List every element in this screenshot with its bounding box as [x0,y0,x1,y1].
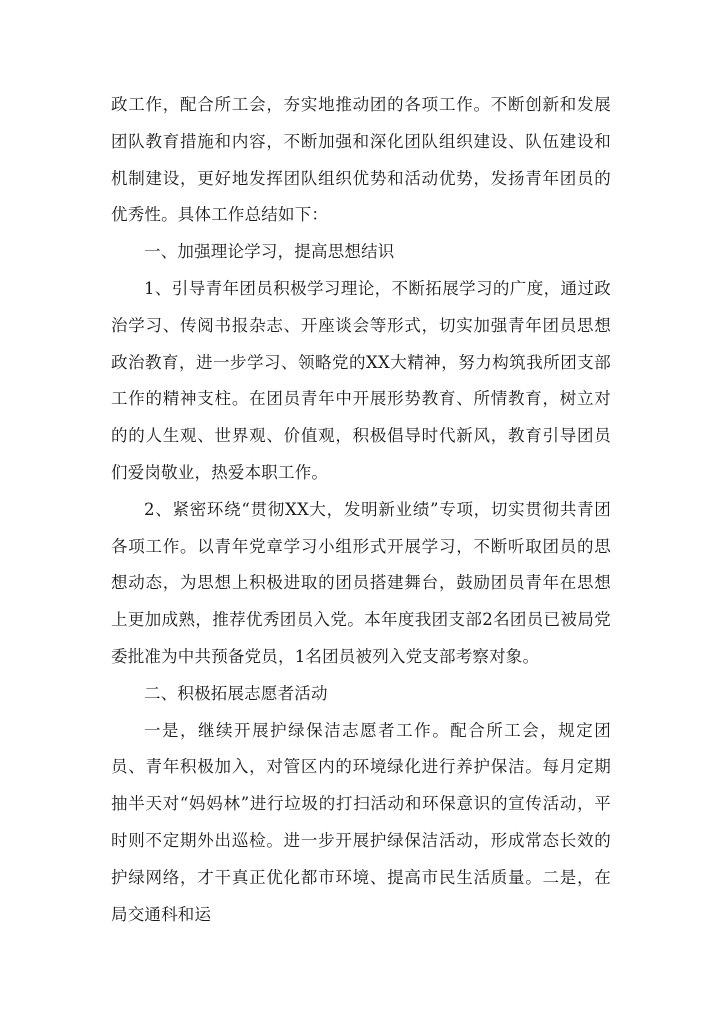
paragraph-item-2: 2、紧密环绕“贯彻XX大，发明新业绩”专项，切实贯彻共青团各项工作。以青年党章学习小组形式开展学习，不断听取团员的思想动态，为思想上积极进取的团员搭建舞台，鼓励团员青年在思想上更加成熟，推荐优秀团员入党。本年度我团支部2名团员已被局党委批准为中共预备党员，1名团员被列入党支部考察对象。 [111,499,611,666]
document-body [111,87,611,933]
section-heading-volunteer: 二、积极拓展志愿者活动 [144,683,328,703]
paragraph-item-1: 1、引导青年团员积极学习理论，不断拓展学习的广度，通过政治学习、传阅书报杂志、开座谈会等形式，切实加强青年团员思想政治教育，进一步学习、领略党的XX大精神，努力构筑我所团支部工作的精神支柱。在团员青年中开展形势教育、所情教育，树立对的的人生观、世界观、价值观，积极倡导时代新风，教育引导团员们爱岗敬业，热爱本职工作。 [111,278,611,482]
paragraph-intro: 政工作，配合所工会，夯实地推动团的各项工作。不断创新和发展团队教育措施和内容，不断加强和深化团队组织建设、队伍建设和机制建设，更好地发挥团队组织优势和活动优势，发扬青年团员的优秀性。具体工作总结如下： [111,95,611,225]
section-heading-theory-study: 一、加强理论学习，提高思想结识 [144,242,395,262]
paragraph-volunteer-work: 一是，继续开展护绿保洁志愿者工作。配合所工会，规定团员、青年积极加入，对管区内的环境绿化进行养护保洁。每月定期抽半天对“妈妈林”进行垃圾的打扫活动和环保意识的宣传活动，平时则不定期外出巡检。进一步开展护绿保洁活动，形成常态长效的护绿网络，才干真正优化都市环境、提高市民生活质量。二是，在局交通科和运 [111,720,611,924]
